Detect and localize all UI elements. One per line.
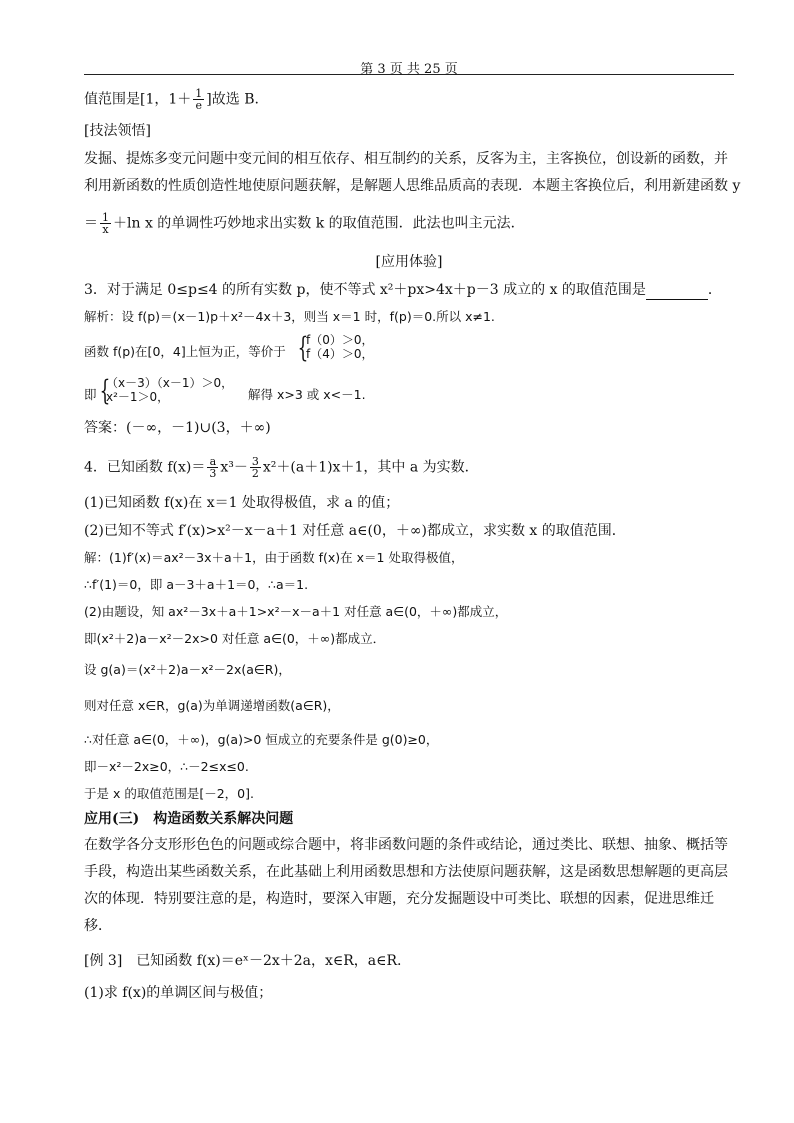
q4-solution-1: 解：(1)f′(x)＝ax²－3x＋a＋1，由于函数 f(x)在 x＝1 处取得极值， <box>84 550 464 565</box>
q4-frac-1-num: a <box>207 456 218 468</box>
section-title: [应用体验] <box>375 254 443 270</box>
range-frac-den: e <box>195 99 203 112</box>
app3-title: 应用(三) 构造函数关系解决问题 <box>84 811 294 827</box>
range-frac-num: 1 <box>195 87 203 100</box>
app3-text-4: 移． <box>84 918 112 934</box>
q3-solution-1: 解析：设 f(p)＝(x－1)p＋x²－4x＋3，则当 x＝1 时，f(p)＝0.所以 x≠1. <box>84 309 495 324</box>
q3-brace-2: { <box>99 374 111 407</box>
q4-stem-suffix: x²＋(a＋1)x＋1，其中 a 为实数． <box>262 459 479 476</box>
tip-text-2: 利用新函数的性质创造性地使原问题获解，是解题人思维品质高的表现．本题主客换位后，利用新建函数 y <box>84 178 741 194</box>
q3-solution-3-prefix: 即 <box>84 387 97 402</box>
range-suffix: 故选 B. <box>211 91 259 108</box>
q4-solution-6: 则对任意 x∈R，g(a)为单调递增函数(a∈R)， <box>84 698 340 713</box>
q4-solution-9: 于是 x 的取值范围是[－2，0]. <box>84 786 254 801</box>
app3-text-3: 次的体现．特别要注意的是，构造时，要深入审题，充分发掘题设中可类比、联想的因素，促进思维迁 <box>84 891 714 907</box>
example-3-part-1: (1)求 f(x)的单调区间与极值； <box>84 985 273 1001</box>
q4-solution-4: 即(x²＋2)a－x²－2x>0 对任意 a∈(0，＋∞)都成立． <box>84 631 386 646</box>
q4-frac-2 <box>250 456 261 479</box>
q3-solution-3-suffix: 解得 x>3 或 x<－1. <box>248 387 366 402</box>
q3-solution-2: 函数 f(p)在[0，4]上恒为正，等价于 <box>84 344 286 359</box>
q4-part-2: (2)已知不等式 f′(x)>x²－x－a＋1 对任意 a∈(0，＋∞)都成立，求实数 x 的取值范围． <box>84 523 626 539</box>
tip-frac-num: 1 <box>102 211 109 224</box>
q3-stem-end: ． <box>707 282 722 298</box>
q3-sys2-a: （x－3）（x－1）＞0， <box>106 376 234 390</box>
range-line <box>84 88 259 111</box>
q4-stem-mid: x³－ <box>220 459 248 476</box>
q3-stem-text: 3．对于满足 0≤p≤4 的所有实数 p，使不等式 x²＋px>4x＋p－3 成立的 x 的取值范围是 <box>84 282 646 298</box>
q4-frac-2-num: 3 <box>251 455 259 468</box>
q4-stem <box>84 456 479 479</box>
range-prefix: 值范围是 <box>84 91 140 108</box>
q4-part-1: (1)已知函数 f(x)在 x＝1 处取得极值，求 a 的值； <box>84 495 400 511</box>
q4-solution-7: ∴对任意 a∈(0，＋∞)，g(a)>0 恒成立的充要条件是 g(0)≥0， <box>84 732 439 747</box>
q4-frac-1-den: 3 <box>209 467 217 480</box>
q3-sys1-a: f（0）＞0， <box>306 333 374 347</box>
range-bracket-left: [1，1＋ <box>140 91 192 108</box>
tip-title: [技法领悟] <box>84 123 151 139</box>
tip-text-rest: ＋ln x 的单调性巧妙地求出实数 k 的取值范围．此法也叫主元法． <box>113 215 525 232</box>
tip-text-1: 发掘、提炼多变元问题中变元间的相互依存、相互制约的关系，反客为主，主客换位，创设新的函数，并 <box>84 151 728 167</box>
range-fraction <box>193 88 204 111</box>
header-divider <box>84 74 734 75</box>
q3-stem <box>84 280 722 300</box>
tip-frac-den: x <box>102 223 109 236</box>
app3-text-2: 手段，构造出某些函数关系，在此基础上利用函数思想和方法使原问题获解，这是函数思想解题的更高层 <box>84 864 728 880</box>
range-bracket-right: ] <box>206 91 212 108</box>
q4-frac-1 <box>207 456 218 479</box>
example-3: [例 3] 已知函数 f(x)＝eˣ－2x＋2a，x∈R，a∈R. <box>84 953 402 969</box>
tip-fraction <box>100 212 111 235</box>
q4-solution-5: 设 g(a)＝(x²＋2)a－x²－2x(a∈R)， <box>84 662 291 677</box>
q4-solution-8: 即－x²－2x≥0，∴－2≤x≤0. <box>84 759 249 774</box>
q4-solution-3: (2)由题设，知 ax²－3x＋a＋1>x²－x－a＋1 对任意 a∈(0，＋∞)都成立， <box>84 604 508 619</box>
tip-text-3 <box>84 212 525 235</box>
q3-system-2 <box>106 376 233 404</box>
app3-text-1: 在数学各分支形形色色的问题或综合题中，将非函数问题的条件或结论，通过类比、联想、抽象、概括等 <box>84 837 728 853</box>
q3-sys1-b: f（4）＞0， <box>306 347 374 361</box>
q4-frac-2-den: 2 <box>251 467 259 480</box>
q3-sys2-b: x²－1＞0， <box>106 390 170 404</box>
q4-solution-2: ∴f′(1)＝0，即 a－3＋a＋1＝0，∴a＝1. <box>84 577 309 592</box>
q3-answer: 答案：(－∞，－1)∪(3，＋∞) <box>84 420 271 436</box>
page-header: 第 3 页 共 25 页 <box>360 62 458 77</box>
q4-stem-prefix: 4．已知函数 f(x)＝ <box>84 459 206 476</box>
q3-brace-1: { <box>297 331 309 364</box>
tip-eq-sign: ＝ <box>84 215 98 232</box>
q3-answer-blank[interactable] <box>646 285 708 300</box>
q3-system-1 <box>306 333 374 361</box>
